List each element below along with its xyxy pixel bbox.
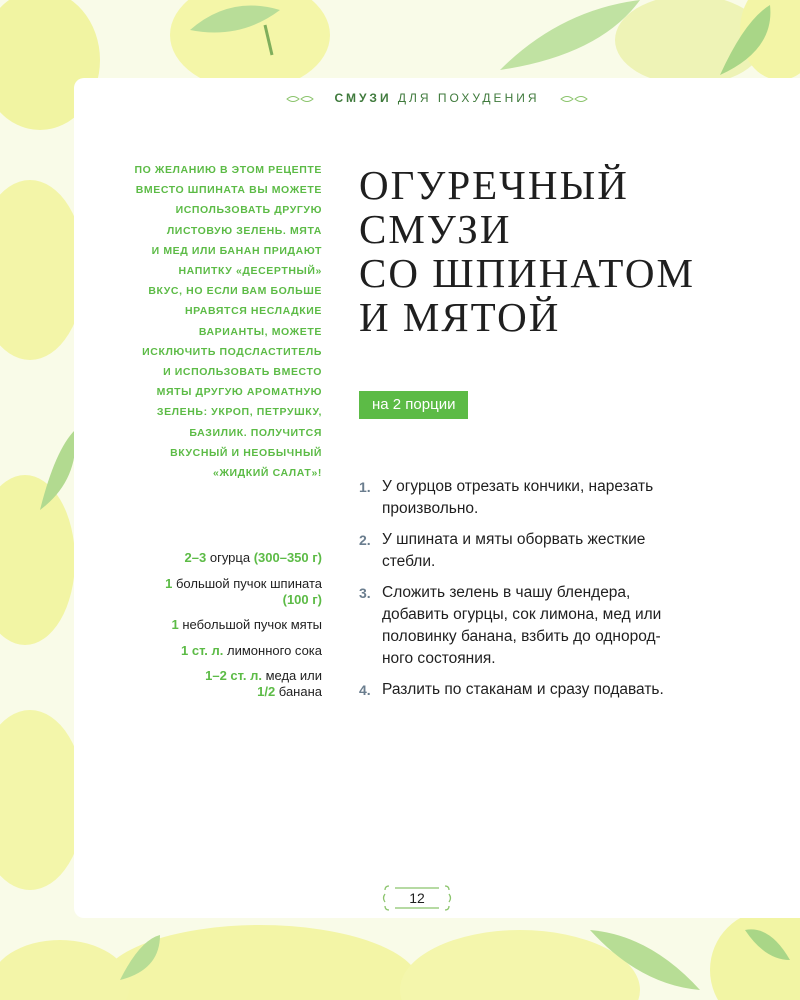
step-item [359, 529, 739, 573]
title-line: СО ШПИНАТОМ [359, 250, 695, 296]
ingredient-name: меда или [261, 668, 322, 684]
servings-badge: на 2 порции [359, 391, 468, 419]
title-line: ОГУРЕЧНЫЙ [359, 162, 629, 208]
step-number: 4. [359, 682, 371, 698]
ornament-left-icon [286, 94, 314, 104]
ingredients-list [110, 550, 322, 710]
ingredient-weight: (100 г) [282, 591, 322, 607]
tip-line: ВМЕСТО ШПИНАТА ВЫ МОЖЕТЕ [135, 184, 322, 197]
step-item [359, 582, 739, 670]
section-header [74, 91, 800, 105]
tip-line: ИСКЛЮЧИТЬ ПОДСЛАСТИТЕЛЬ [142, 345, 322, 358]
step-text-line: Сложить зелень в чашу блендера, [382, 584, 631, 601]
tip-line: «ЖИДКИЙ САЛАТ»! [213, 467, 322, 480]
step-number: 2. [359, 532, 371, 548]
step-text-line: произвольно. [382, 500, 479, 517]
ingredient-item [110, 668, 322, 684]
step-text-line: добавить огурцы, сок лимона, мед или [382, 606, 662, 623]
ingredient-item [110, 576, 322, 608]
title-line: И МЯТОЙ [359, 294, 561, 340]
ingredient-name: большой пучок шпината [172, 575, 322, 591]
ingredient-quantity: 2–3 [184, 550, 207, 565]
ingredient-quantity: 1 ст. л. [181, 642, 224, 658]
ingredient-item [110, 643, 322, 659]
ingredient-weight: (300–350 г) [253, 550, 322, 565]
steps-list [359, 476, 739, 710]
ingredient-quantity: 1/2 [257, 684, 276, 700]
tip-line: И ИСПОЛЬЗОВАТЬ ВМЕСТО [163, 366, 322, 379]
recipe-title [359, 163, 779, 339]
step-number: 3. [359, 585, 371, 601]
title-line: СМУЗИ [359, 206, 512, 252]
ingredient-quantity: 1–2 ст. л. [205, 668, 262, 684]
header-rest: ДЛЯ ПОХУДЕНИЯ [397, 91, 540, 105]
ingredient-quantity: 1 [165, 575, 173, 591]
tip-line: ЗЕЛЕНЬ: УКРОП, ПЕТРУШКУ, [156, 406, 322, 419]
page-number-box [381, 882, 453, 914]
step-item [359, 679, 739, 701]
step-item [359, 476, 739, 520]
tip-line: И МЕД ИЛИ БАНАН ПРИДАЮТ [151, 244, 322, 257]
ingredient-name: банана [275, 684, 322, 700]
header-bold: СМУЗИ [334, 91, 392, 105]
tip-line: ВКУС, НО ЕСЛИ ВАМ БОЛЬШЕ [148, 285, 322, 298]
step-text-line: половинку банана, взбить до однород- [382, 628, 661, 645]
tip-line: МЯТЫ ДРУГУЮ АРОМАТНУЮ [156, 386, 322, 399]
ingredient-name: лимонного сока [223, 642, 322, 658]
tip-line: ВАРИАНТЫ, МОЖЕТЕ [198, 325, 322, 338]
tip-line: ВКУСНЫЙ И НЕОБЫЧНЫЙ [170, 446, 322, 459]
ornament-right-icon [560, 94, 588, 104]
tip-line: ЛИСТОВУЮ ЗЕЛЕНЬ. МЯТА [166, 224, 322, 237]
ingredient-name: огурца [206, 550, 254, 565]
tip-line: БАЗИЛИК. ПОЛУЧИТСЯ [189, 426, 322, 439]
step-text-line: Разлить по стаканам и сразу подавать. [382, 681, 664, 698]
ingredient-item [110, 550, 322, 566]
tip-line: НРАВЯТСЯ НЕСЛАДКИЕ [184, 305, 322, 318]
tip-line: НАПИТКУ «ДЕСЕРТНЫЙ» [178, 265, 322, 278]
ingredient-quantity: 1 [171, 617, 179, 633]
tip-line: ПО ЖЕЛАНИЮ В ЭТОМ РЕЦЕПТЕ [134, 164, 322, 176]
step-text-line: У огурцов отрезать кончики, нарезать [382, 478, 654, 495]
step-text-line: стебли. [382, 553, 436, 570]
ingredient-item [110, 617, 322, 633]
ingredient-item [110, 684, 322, 700]
step-text-line: У шпината и мяты оборвать жесткие [382, 531, 646, 548]
recipe-tip-note [112, 160, 322, 483]
tip-line: ИСПОЛЬЗОВАТЬ ДРУГУЮ [175, 204, 322, 217]
page-number: 12 [409, 890, 425, 906]
ingredient-name: небольшой пучок мяты [178, 617, 322, 633]
step-text-line: ного состояния. [382, 650, 496, 667]
step-number: 1. [359, 479, 371, 495]
